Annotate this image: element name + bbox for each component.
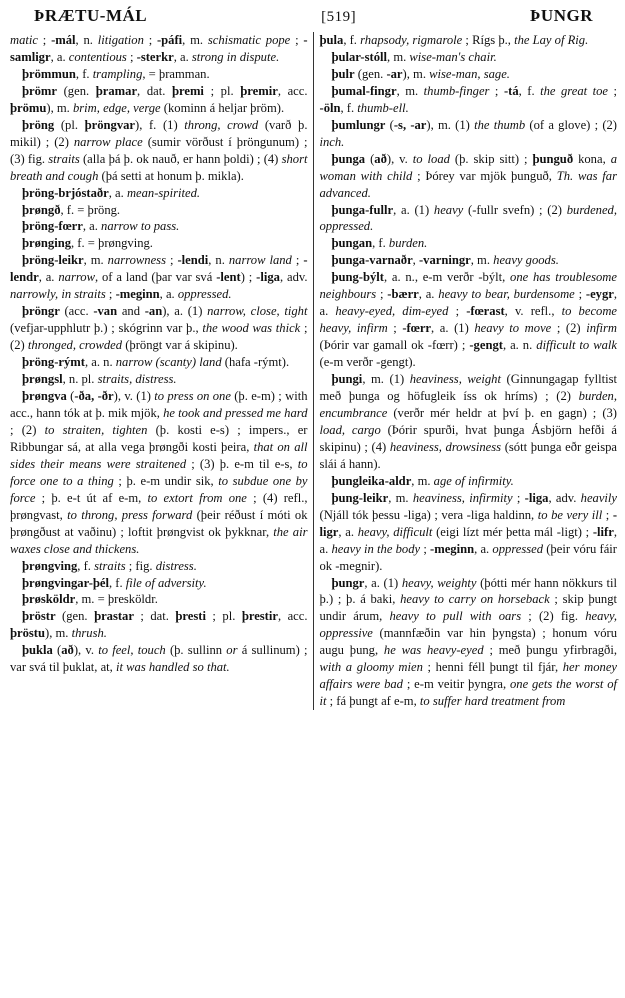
dictionary-entry: þular-stóll, m. wise-man's chair.	[331, 49, 497, 64]
dictionary-entry: þrøngving, f. straits ; fig. distress.	[22, 558, 197, 573]
right-column	[314, 32, 618, 710]
dictionary-entry: þung-leikr, m. heaviness, infirmity ; -liga, adv. heavily (Njáll tók þessu -liga) ; vera -liga haldinn, to be very ill ; -ligr, a. heavy, difficult (eigi lízt mér þetta mál -ligt) ; -lifr, a. heavy in the body ; -meginn, a. oppressed (þeir vóru fáir ok -megnir).	[319, 490, 618, 573]
dictionary-entry: þumal-fingr, m. thumb-finger ; -tá, f. the great toe ; -öln, f. thumb-ell.	[319, 83, 618, 115]
dictionary-entry: þulr (gen. -ar), m. wise-man, sage.	[331, 66, 510, 81]
dictionary-entry: þrøngva (-ða, -ðr), v. (1) to press on one (þ. e-m) ; with acc., hann tók at þ. mik mjök, he took and pressed me hard ; (2) to straiten, tighten (þ. kosti e-s) ; impers., er Ribbungar sá, at alla vega þrøngði kosti þeira, that on all sides their means were straitened ; (3) þ. e-m til e-s, to force one to a thing ; þ. e-m undir sik, to subdue one by force ; þ. e-t út af e-m, to extort from one ; (4) refl., þrøngvast, to throng, press forward (þeir réðust í móti ok þrøngðust at vaðinu) ; loftit þrøngvist ok þykknar, the air waxes close and thickens.	[10, 389, 308, 556]
header-right-headword: ÞUNGR	[530, 6, 593, 25]
dictionary-entry: þunga-varnaðr, -varningr, m. heavy goods.	[331, 253, 559, 268]
dictionary-entry: þunga (að), v. to load (þ. skip sitt) ; þunguð kona, a woman with child ; Þórey var mjök þunguð, Th. was far advanced.	[319, 151, 618, 200]
dictionary-entry: þungan, f. burden.	[331, 236, 428, 251]
header-left-headword: ÞRÆTU-MÁL	[34, 6, 148, 25]
dictionary-entry: þröng-brjóstaðr, a. mean-spirited.	[22, 185, 201, 200]
dictionary-entry: þrøsköldr, m. = þresköldr.	[22, 592, 158, 607]
dictionary-entry: þröngr (acc. -van and -an), a. (1) narrow, close, tight (vefjar-upphlutr þ.) ; skógrinn var þ., the wood was thick ; (2) thronged, crowded (þröngt var á skipinu).	[10, 304, 308, 353]
dictionary-entry: þröstr (gen. þrastar ; dat. þresti ; pl. þrestir, acc. þröstu), m. thrush.	[10, 609, 308, 641]
dictionary-entry: þröng-rýmt, a. n. narrow (scanty) land (hafa -rýmt).	[22, 355, 290, 370]
columns	[10, 32, 617, 710]
dictionary-entry: þukla (að), v. to feel, touch (þ. sullinn or á sullinum) ; var svá til þuklat, at, it was handled so that.	[10, 643, 308, 675]
dictionary-entry: þunga-fullr, a. (1) heavy (-fullr svefn) ; (2) burdened, oppressed.	[319, 202, 617, 234]
dictionary-entry: þula, f. rhapsody, rigmarole ; Rígs þ., the Lay of Rig.	[319, 33, 589, 47]
dictionary-entry: matic ; -mál, n. litigation ; -páfi, m. schismatic pope ; -samligr, a. contentious ; -sterkr, a. strong in dispute.	[10, 33, 308, 64]
dictionary-entry: þrøngsl, n. pl. straits, distress.	[22, 372, 177, 387]
dictionary-entry: þumlungr (-s, -ar), m. (1) the thumb (of a glove) ; (2) inch.	[319, 117, 618, 149]
dictionary-entry: þungi, m. (1) heaviness, weight (Ginnungagap fylltist með þunga og höfugleik íss ok hríms) ; (2) burden, encumbrance (verðr mér heldr at því þ. en gagn) ; (3) load, cargo (Þórir spurði, hvat þunga Ásbjörn hefði á skipinu) ; (4) heaviness, drowsiness (sótt þunga eðr geispa slái á hann).	[319, 372, 618, 471]
dictionary-entry: þrömr (gen. þramar, dat. þremi ; pl. þremir, acc. þrömu), m. brim, edge, verge (kominn á heljar þröm).	[10, 83, 308, 115]
page-number: [519]	[321, 9, 357, 25]
dictionary-entry: þungr, a. (1) heavy, weighty (þótti mér hann nökkurs til þ.) ; þ. á baki, heavy to carry on horseback ; skip þungt undir árum, heavy to pull with oars ; (2) fig. heavy, oppressive (mannfæðin var hin þyngsta) ; honum vóru augu þung, he was heavy-eyed ; með þungu yfirbragði, with a gloomy mien ; henni féll þungt til fjár, her money affairs were bad ; e-m veitir þyngra, one gets the worst of it ; fá þungt af e-m, to suffer hard treatment from	[319, 575, 618, 709]
dictionary-entry: þungleika-aldr, m. age of infirmity.	[331, 473, 514, 488]
dictionary-entry: þrønging, f. = þrøngving.	[22, 236, 153, 251]
dictionary-entry: þröng-fœrr, a. narrow to pass.	[22, 219, 180, 234]
dictionary-entry: þrøngvingar-þél, f. file of adversity.	[22, 575, 207, 590]
dictionary-entry: þung-býlt, a. n., e-m verðr -býlt, one has troublesome neighbours ; -bærr, a. heavy to bear, burdensome ; -eygr, a. heavy-eyed, dim-eyed ; -fœrast, v. refl., to become heavy, infirm ; -fœrr, a. (1) heavy to move ; (2) infirm (Þórir var gamall ok -fœrr) ; -gengt, a. n. difficult to walk (e-m verðr -gengt).	[319, 270, 618, 370]
dictionary-entry: þröng (pl. þröngvar), f. (1) throng, crowd (varð þ. mikil) ; (2) narrow place (sumir vörðust í þröngunum) ; (3) fig. straits (alla þá þ. ok nauð, er hann þoldi) ; (4) short breath and cough (þá setti at honum þ. mikla).	[10, 117, 308, 183]
dictionary-entry: þrøngð, f. = þröng.	[22, 202, 121, 217]
dictionary-entry: þrömmun, f. trampling, = þramman.	[22, 66, 210, 81]
page-header	[10, 6, 617, 32]
dictionary-entry: þröng-leikr, m. narrowness ; -lendi, n. narrow land ; -lendr, a. narrow, of a land (þar var svá -lent) ; -liga, adv. narrowly, in straits ; -meginn, a. oppressed.	[10, 253, 308, 302]
left-column	[10, 32, 314, 710]
